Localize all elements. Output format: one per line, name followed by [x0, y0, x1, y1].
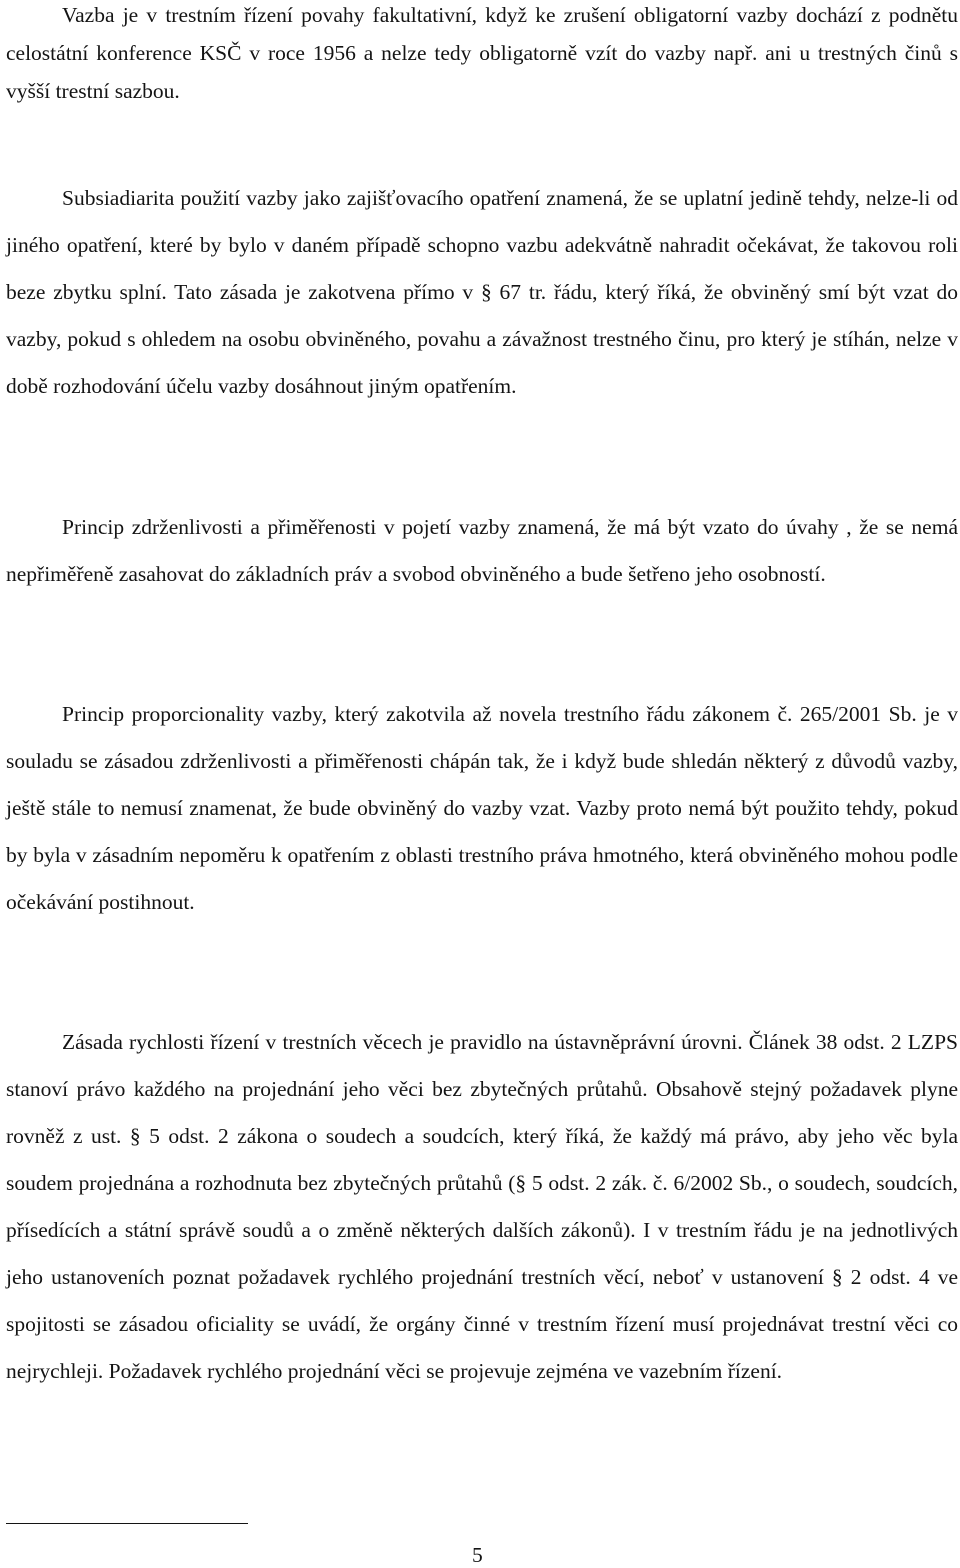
paragraph-vazba-fakultativni: Vazba je v trestním řízení povahy fakultativní, když ke zrušení obligatorní vazby dochází z podnětu celostátní konference KSČ v roce 1956 a nelze tedy obligatorně vzít do vazby např. ani u trestných činů s vyšší trestní sazbou. [6, 3, 958, 103]
paragraph-proporcionalita: Princip proporcionality vazby, který zakotvila až novela trestního řádu zákonem č. 265/2001 Sb. je v souladu se zásadou zdrženlivosti a přiměřenosti chápán tak, že i když bude shledán některý z důvodů vazby, ještě stále to nemusí znamenat, že bude obviněný do vazby vzat. Vazby proto nemá být použito tehdy, pokud by byla v zásadním nepoměru k opatřením z oblasti trestního práva hmotného, která obviněného mohou podle očekávání postihnout. [6, 702, 958, 914]
page-number: 5 [472, 1543, 483, 1567]
footnote-separator [6, 1523, 248, 1524]
paragraph-zdrzenlivost: Princip zdrženlivosti a přiměřenosti v pojetí vazby znamená, že má být vzato do úvahy , že se nemá nepřiměřeně zasahovat do základních práv a svobod obviněného a bude šetřeno jeho osobností. [6, 515, 958, 586]
paragraph-subsidiarita: Subsiadiarita použití vazby jako zajišťovacího opatření znamená, že se uplatní jedině tehdy, nelze-li od jiného opatření, které by bylo v daném případě schopno vazbu adekvátně nahradit očekávat, že takovou roli beze zbytku splní. Tato zásada je zakotvena přímo v § 67 tr. řádu, který říká, že obviněný smí být vzat do vazby, pokud s ohledem na osobu obviněného, povahu a závažnost trestného činu, pro který je stíhán, nelze v době rozhodování účelu vazby dosáhnout jiným opatřením. [6, 186, 958, 398]
paragraph-rychlost-rizeni: Zásada rychlosti řízení v trestních věcech je pravidlo na ústavněprávní úrovni. Článek 38 odst. 2 LZPS stanoví právo každého na projednání jeho věci bez zbytečných průtahů. Obsahově stejný požadavek plyne rovněž z ust. § 5 odst. 2 zákona o soudech a soudcích, který říká, že každý má právo, aby jeho věc byla soudem projednána a rozhodnuta bez zbytečných průtahů (§ 5 odst. 2 zák. č. 6/2002 Sb., o soudech, soudcích, přísedících a státní správě soudů a o změně některých dalších zákonů). I v trestním řádu je na jednotlivých jeho ustanoveních poznat požadavek rychlého projednání trestních věcí, neboť v ustanovení § 2 odst. 4 ve spojitosti se zásadou oficiality se uvádí, že orgány činné v trestním řízení musí projednávat trestní věci co nejrychleji. Požadavek rychlého projednání věci se projevuje zejména ve vazebním řízení. [6, 1030, 958, 1383]
